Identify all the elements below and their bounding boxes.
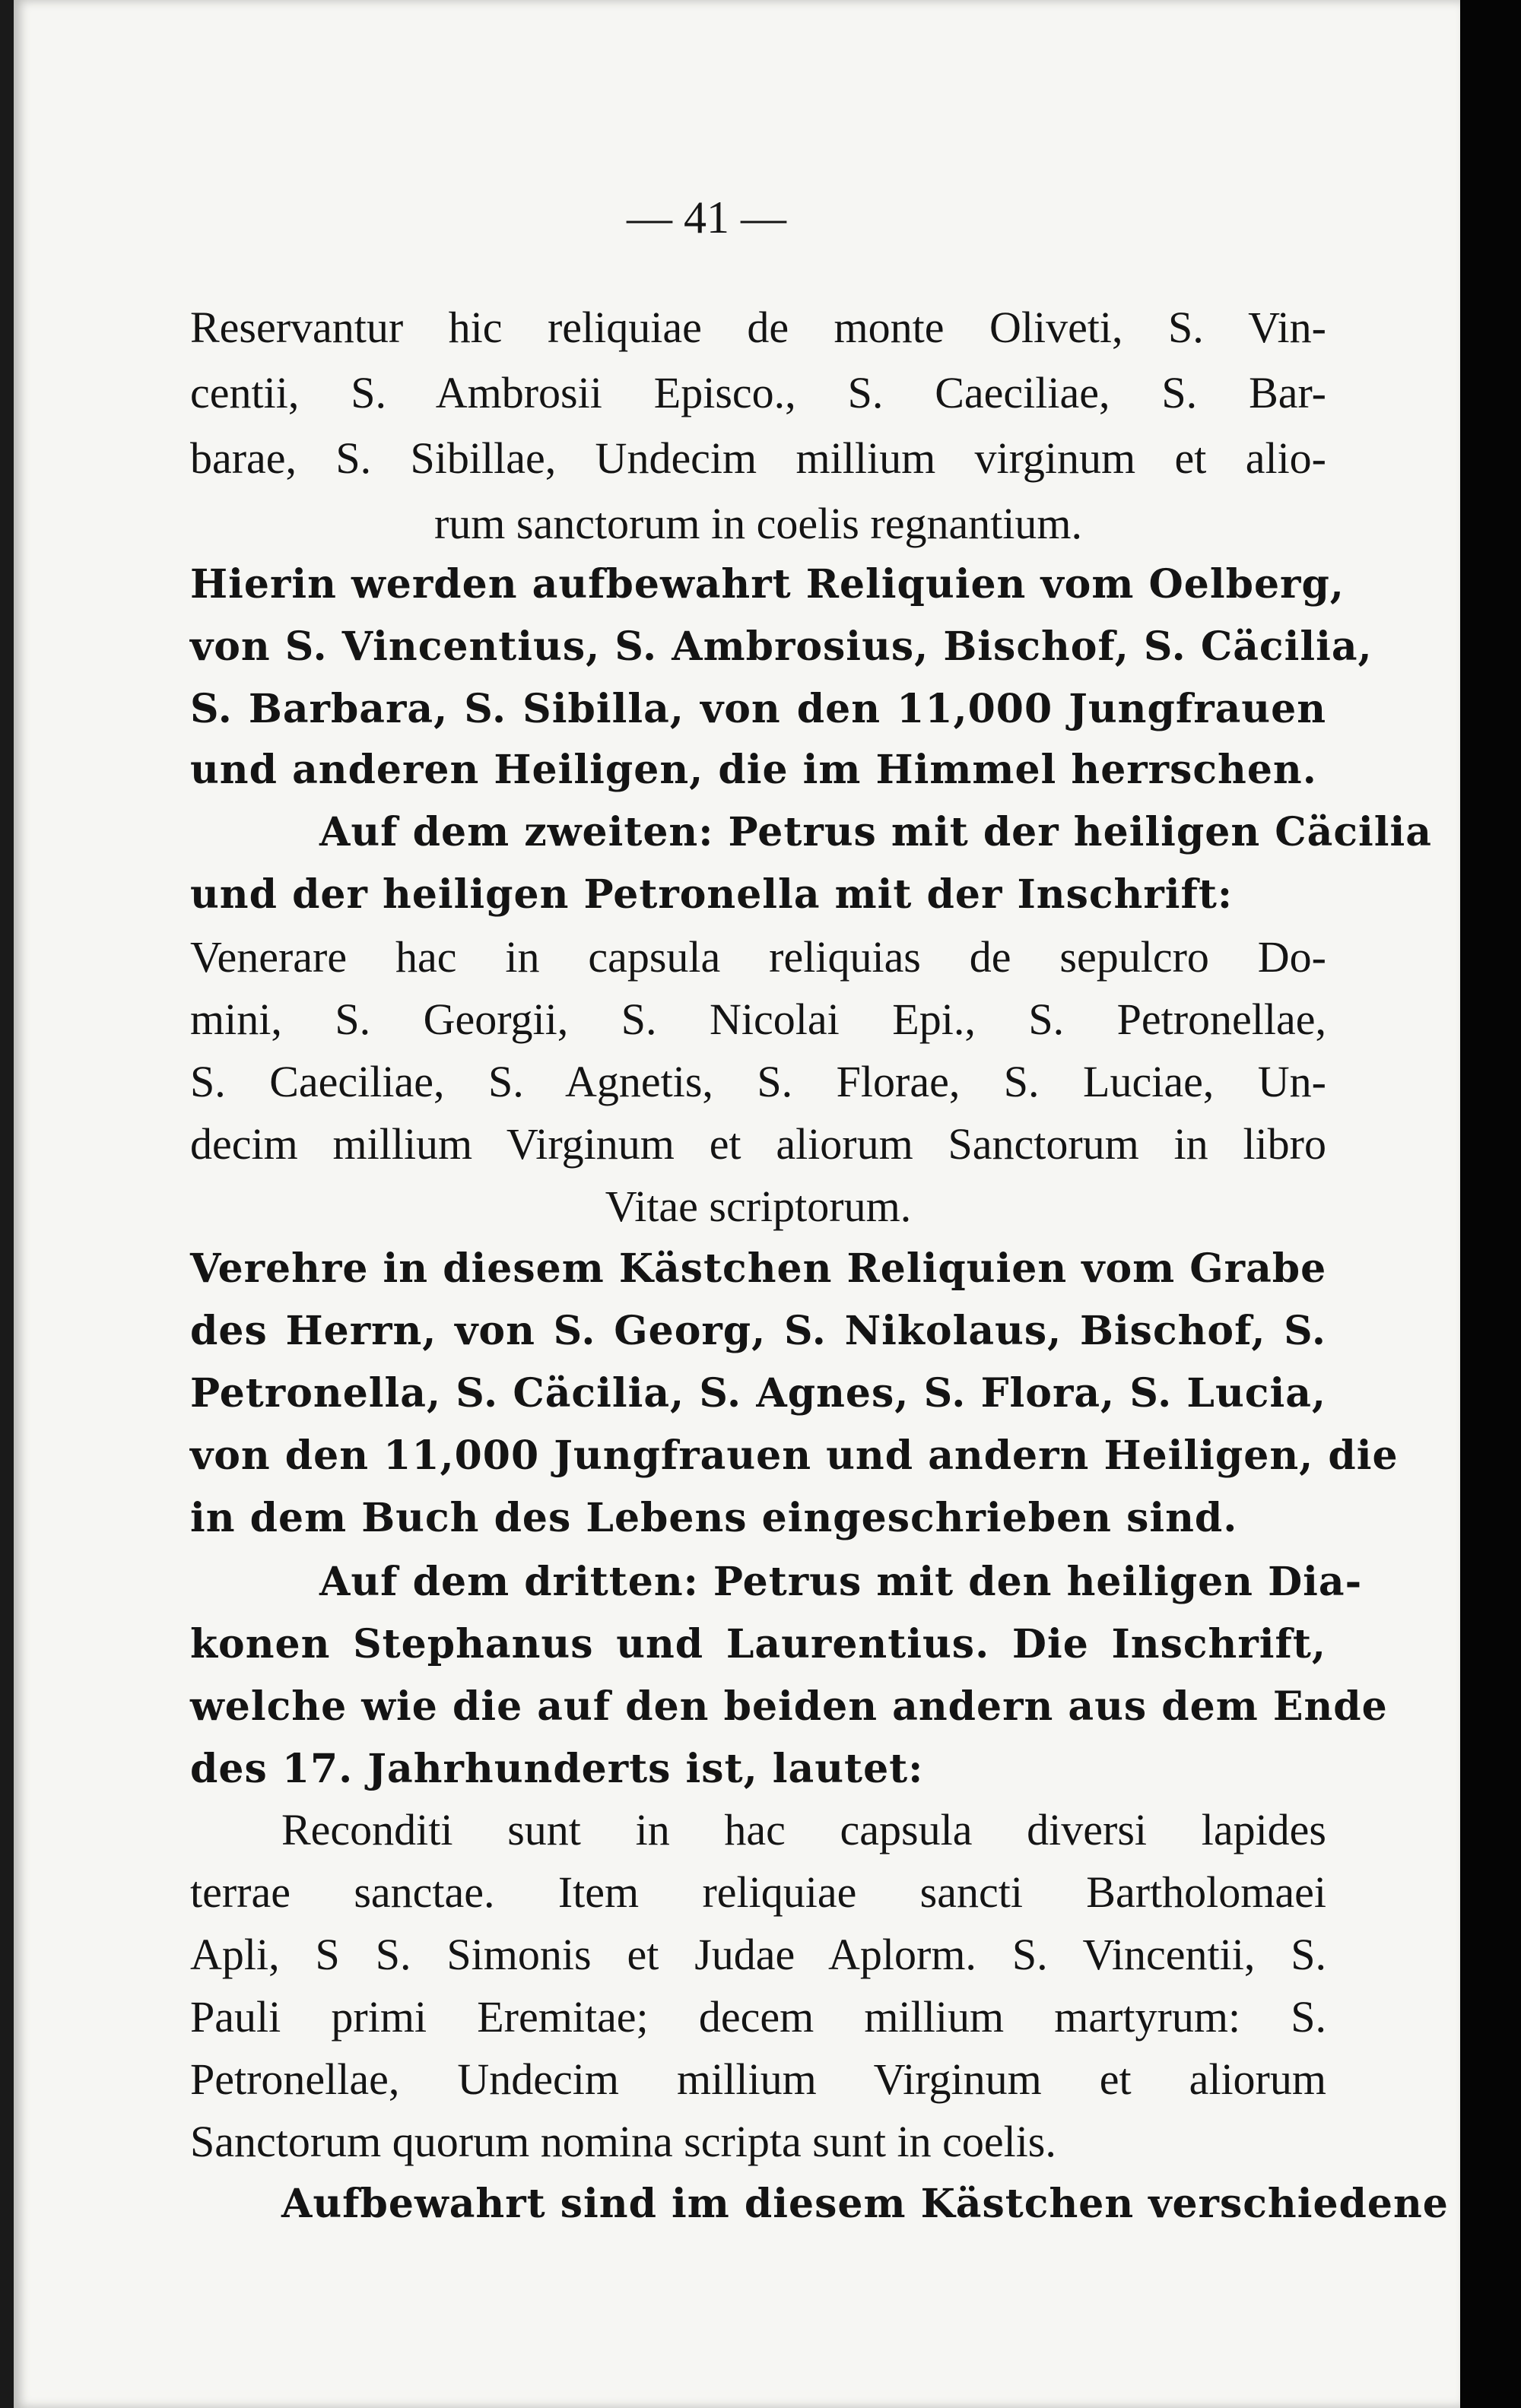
text-line: des 17. Jahrhunderts ist, lautet:	[190, 1746, 924, 1792]
text-line: decim millium Virginum et aliorum Sanctorum in libro	[190, 1119, 1326, 1169]
text-line: rum sanctorum in coelis regnantium.	[433, 499, 1083, 548]
text-line: barae, S. Sibillae, Undecim millium virginum et alio-	[190, 433, 1326, 483]
text-line: Reconditi sunt in hac capsula diversi lapides	[281, 1805, 1326, 1854]
text-line: Verehre in diesem Kästchen Reliquien vom Grabe	[190, 1245, 1327, 1292]
text-line: Hierin werden aufbewahrt Reliquien vom Oelberg,	[190, 561, 1345, 608]
text-line: Aufbewahrt sind im diesem Kästchen verschiedene	[281, 2181, 1449, 2227]
text-line: Petronellae, Undecim millium Virginum et aliorum	[190, 2054, 1326, 2104]
text-line: in dem Buch des Lebens eingeschrieben sind.	[190, 1495, 1238, 1541]
text-line: Sanctorum quorum nomina scripta sunt in coelis.	[190, 2117, 1056, 2166]
text-line: Apli, S S. Simonis et Judae Aplorm. S. Vincentii, S.	[190, 1930, 1326, 1979]
text-line: konen Stephanus und Laurentius. Die Inschrift,	[190, 1621, 1326, 1667]
text-line: S. Caeciliae, S. Agnetis, S. Florae, S. Luciae, Un-	[190, 1057, 1326, 1106]
text-line: centii, S. Ambrosii Episco., S. Caeciliae, S. Bar-	[190, 368, 1326, 417]
text-line: des Herrn, von S. Georg, S. Nikolaus, Bischof, S.	[190, 1308, 1326, 1354]
text-line: S. Barbara, S. Sibilla, von den 11,000 Jungfrauen	[190, 686, 1326, 732]
text-line: terrae sanctae. Item reliquiae sancti Bartholomaei	[190, 1867, 1326, 1917]
book-page	[14, 0, 1460, 2408]
text-line: und der heiligen Petronella mit der Inschrift:	[190, 871, 1234, 918]
scan-right-edge	[1460, 0, 1521, 2408]
text-line: Vitae scriptorum.	[605, 1182, 912, 1231]
text-line: Reservantur hic reliquiae de monte Oliveti, S. Vin-	[190, 303, 1326, 352]
text-line: Pauli primi Eremitae; decem millium martyrum: S.	[190, 1992, 1326, 2042]
text-line: und anderen Heiligen, die im Himmel herrschen.	[190, 747, 1317, 793]
text-line: welche wie die auf den beiden andern aus dem Ende	[190, 1683, 1388, 1730]
page-text	[14, 0, 1460, 2408]
text-line: von S. Vincentius, S. Ambrosius, Bischof, S. Cäcilia,	[190, 623, 1373, 670]
text-line: Petronella, S. Cäcilia, S. Agnes, S. Flora, S. Lucia,	[190, 1370, 1326, 1417]
text-line: Auf dem dritten: Petrus mit den heiligen Dia-	[319, 1559, 1363, 1605]
text-line: Auf dem zweiten: Petrus mit der heiligen Cäcilia	[319, 809, 1432, 855]
page-number: — 41 —	[627, 192, 786, 243]
text-line: von den 11,000 Jungfrauen und andern Heiligen, die	[190, 1432, 1399, 1479]
text-line: Venerare hac in capsula reliquias de sepulcro Do-	[190, 932, 1326, 982]
text-line: mini, S. Georgii, S. Nicolai Epi., S. Petronellae,	[190, 995, 1326, 1044]
